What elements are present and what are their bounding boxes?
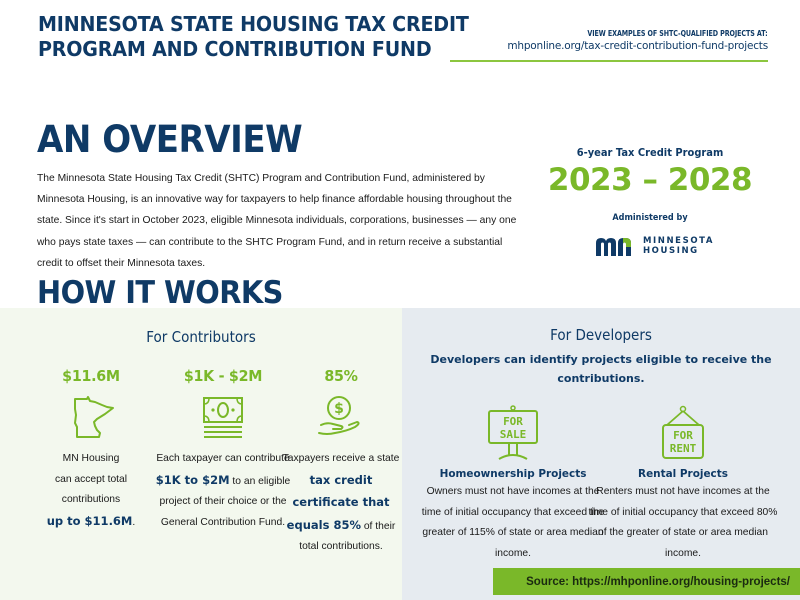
stat-description (153, 449, 293, 533)
desc-text: Taxpayers receive a state (282, 453, 400, 464)
desc-tail: of their total contributions. (299, 520, 396, 552)
project-description: Renters must not have incomes at the time of initial occupancy that exceed 80% of the greater of state or area median income. (588, 486, 778, 559)
desc-line: MN Housing (62, 453, 120, 464)
desc-highlight: $1K to $2M (155, 472, 230, 487)
hand-coin-icon (282, 391, 400, 443)
svg-text:FOR: FOR (503, 415, 523, 428)
minnesota-housing-logo (543, 235, 765, 257)
stat-value: $11.6M (62, 367, 120, 385)
money-bills-icon (153, 391, 293, 443)
developers-subheading: Developers can identify projects eligible to receive the contributions. (430, 353, 772, 385)
stat-max-contributions (26, 367, 156, 533)
logo-text (643, 236, 714, 256)
stat-contribution-range (153, 367, 293, 533)
logo-line-2: HOUSING (642, 246, 699, 256)
program-years: 2023 – 2028 (547, 162, 753, 198)
desc-text: Each taxpayer can contribute (156, 453, 290, 464)
project-description: Owners must not have incomes at the time of initial occupancy that exceed the greater of 115% of state or area median income. (421, 486, 605, 559)
examples-callout (507, 29, 768, 52)
desc-highlight: tax credit certificate that equals 85% (286, 472, 390, 532)
minnesota-map-icon (26, 391, 156, 443)
program-box (535, 146, 765, 257)
project-rental (587, 405, 779, 564)
stat-value: $1K - $2M (183, 367, 263, 385)
desc-line: can accept total (54, 473, 128, 485)
stat-description (26, 449, 156, 533)
overview-text: The Minnesota State Housing Tax Credit (SHTC) Program and Contribution Fund, administered by Minnesota Housing, is an innovative way for taxpayers to help finance affordable housing throughout the state. Since it's start in October 2023, eligible Minnesota individuals, corporations, businesses — any one who pays state taxes — can contribute to the SHTC Program Fund, and in return receive a substantial credit to offset their Minnesota taxes. (37, 173, 517, 269)
desc-highlight: up to $11.6M (46, 513, 133, 528)
svg-text:FOR: FOR (673, 429, 693, 442)
svg-text:$: $ (334, 401, 344, 417)
mn-logo-icon (594, 235, 638, 257)
examples-link[interactable]: mhponline.org/tax-credit-contribution-fund-projects (507, 40, 768, 52)
examples-label: VIEW EXAMPLES OF SHTC-QUALIFIED PROJECTS AT: (587, 29, 768, 38)
program-subtitle: 6-year Tax Credit Program (576, 146, 724, 159)
source-banner (493, 568, 800, 595)
project-title: Homeownership Projects (439, 467, 587, 480)
title-line-2: PROGRAM AND CONTRIBUTION FUND (38, 37, 432, 61)
how-it-works-title: HOW IT WORKS (37, 275, 283, 311)
overview-title: AN OVERVIEW (37, 118, 303, 161)
administered-by: Administered by (612, 213, 688, 223)
developers-heading: For Developers (550, 326, 652, 344)
stat-description (282, 449, 400, 558)
desc-tail: to an eligible project of their choice or the General Contribution Fund. (159, 475, 291, 528)
project-homeownership (418, 405, 608, 564)
svg-text:RENT: RENT (669, 442, 697, 455)
source-link[interactable]: Source: https://mhponline.org/housing-projects/ (526, 575, 790, 588)
title-line-1: MINNESOTA STATE HOUSING TAX CREDIT (38, 12, 469, 36)
for-rent-sign-icon (587, 405, 779, 461)
main-title (38, 12, 469, 62)
desc-line: contributions (61, 494, 121, 505)
for-sale-sign-icon (418, 405, 608, 461)
contributors-heading: For Contributors (146, 328, 256, 346)
stat-credit-percentage (282, 367, 400, 558)
header-divider (450, 60, 768, 62)
logo-line-1: MINNESOTA (642, 236, 715, 246)
svg-text:SALE: SALE (499, 428, 527, 441)
stat-value: 85% (324, 367, 358, 385)
project-title: Rental Projects (638, 467, 728, 480)
desc-tail: . (132, 516, 136, 528)
